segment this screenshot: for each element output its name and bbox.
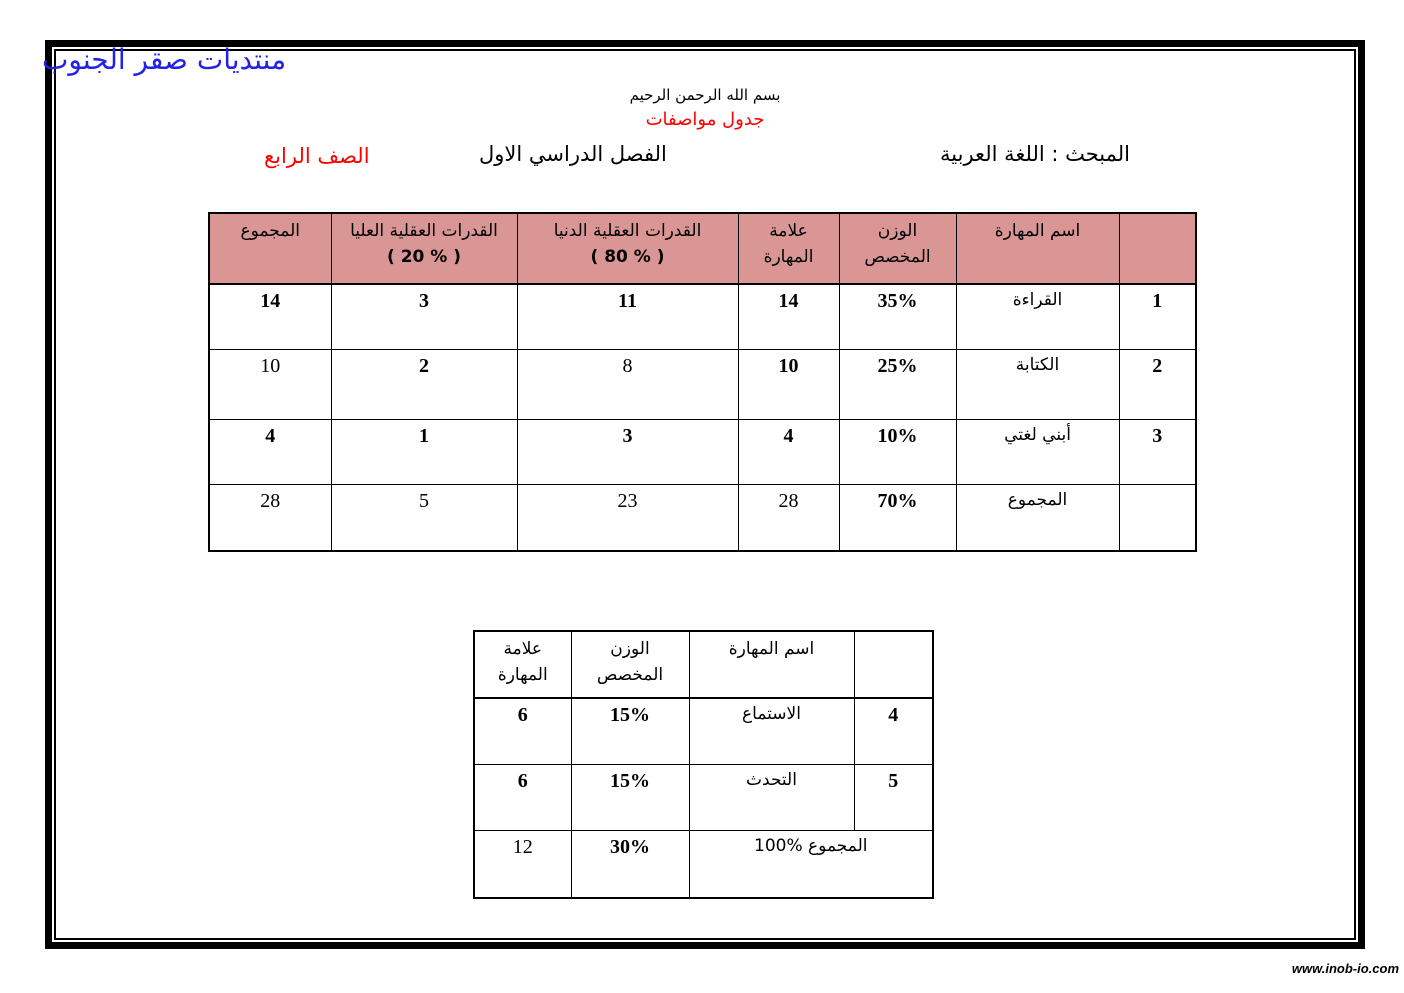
cell-weight: 15%: [571, 764, 689, 830]
semester-label: الفصل الدراسي الاول: [479, 142, 667, 166]
main-header-mark-line2: المهارة: [763, 246, 814, 267]
main-header-upper-percent: ( 20 % ): [387, 246, 461, 267]
bismillah-text: بسم الله الرحمن الرحيم: [629, 86, 781, 104]
cell-skill-name: الكتابة: [956, 349, 1119, 419]
specification-table-main: [208, 212, 1197, 552]
cell-index: [1119, 484, 1196, 551]
main-header-upper-abilities: [331, 213, 517, 284]
secondary-header-mark-line1: علامة: [503, 639, 542, 659]
cell-total-label: المجموع %100: [689, 830, 933, 898]
cell-lower-abilities: 3: [517, 419, 738, 484]
secondary-row-speaking: [474, 764, 933, 830]
cell-skill-mark: 28: [738, 484, 839, 551]
secondary-header-index: [854, 631, 933, 698]
main-header-weight-line2: المخصص: [864, 246, 931, 267]
cell-weight: 15%: [571, 698, 689, 764]
cell-lower-abilities: 23: [517, 484, 738, 551]
cell-skill-name: التحدث: [689, 764, 854, 830]
cell-lower-abilities: 11: [517, 284, 738, 349]
cell-skill-name: أبني لغتي: [956, 419, 1119, 484]
cell-skill-name: الاستماع: [689, 698, 854, 764]
cell-total: 10: [209, 349, 331, 419]
main-row-total: [209, 484, 1196, 551]
cell-total: 14: [209, 284, 331, 349]
cell-skill-mark: 12: [474, 830, 571, 898]
main-row-reading: [209, 284, 1196, 349]
cell-skill-mark: 14: [738, 284, 839, 349]
cell-weight: 35%: [839, 284, 956, 349]
secondary-header-row: [474, 631, 933, 698]
cell-skill-name: القراءة: [956, 284, 1119, 349]
cell-total: 4: [209, 419, 331, 484]
cell-weight: 25%: [839, 349, 956, 419]
main-header-total: المجموع: [209, 213, 331, 284]
cell-skill-mark: 10: [738, 349, 839, 419]
cell-skill-name: المجموع: [956, 484, 1119, 551]
cell-index: 5: [854, 764, 933, 830]
cell-skill-mark: 4: [738, 419, 839, 484]
grade-label: الصف الرابع: [264, 144, 370, 168]
cell-total: 28: [209, 484, 331, 551]
main-header-upper-line1: القدرات العقلية العليا: [350, 221, 498, 241]
cell-weight: 30%: [571, 830, 689, 898]
main-header-lower-abilities: [517, 213, 738, 284]
secondary-header-weight: [571, 631, 689, 698]
main-header-mark-line1: علامة: [769, 221, 808, 241]
cell-lower-abilities: 8: [517, 349, 738, 419]
cell-index: 4: [854, 698, 933, 764]
main-header-index: [1119, 213, 1196, 284]
cell-upper-abilities: 3: [331, 284, 517, 349]
specification-table-secondary: [473, 630, 934, 899]
main-header-lower-line1: القدرات العقلية الدنيا: [553, 221, 702, 241]
main-row-writing: [209, 349, 1196, 419]
site-watermark: www.inob-io.com: [1291, 961, 1399, 976]
subject-label: المبحث : اللغة العربية: [940, 142, 1130, 166]
cell-weight: 10%: [839, 419, 956, 484]
main-header-lower-percent: ( 80 % ): [590, 246, 665, 267]
cell-index: 3: [1119, 419, 1196, 484]
cell-upper-abilities: 5: [331, 484, 517, 551]
secondary-header-weight-line1: الوزن: [610, 639, 650, 659]
secondary-row-listening: [474, 698, 933, 764]
cell-skill-mark: 6: [474, 764, 571, 830]
cell-upper-abilities: 2: [331, 349, 517, 419]
main-row-build-language: [209, 419, 1196, 484]
main-header-skill-mark: [738, 213, 839, 284]
main-header-weight-line1: الوزن: [877, 221, 918, 241]
cell-index: 2: [1119, 349, 1196, 419]
secondary-row-total: [474, 830, 933, 898]
secondary-header-mark-line2: المهارة: [497, 664, 548, 685]
main-header-row: [209, 213, 1196, 284]
document-title: جدول مواصفات: [645, 109, 765, 130]
cell-upper-abilities: 1: [331, 419, 517, 484]
secondary-header-weight-line2: المخصص: [596, 664, 664, 685]
cell-skill-mark: 6: [474, 698, 571, 764]
main-header-weight: [839, 213, 956, 284]
forum-title: منتديات صقر الجنوب: [42, 43, 287, 76]
main-header-skill-name: اسم المهارة: [956, 213, 1119, 284]
cell-weight: 70%: [839, 484, 956, 551]
secondary-header-skill-mark: [474, 631, 571, 698]
secondary-header-skill-name: اسم المهارة: [689, 631, 854, 698]
cell-index: 1: [1119, 284, 1196, 349]
